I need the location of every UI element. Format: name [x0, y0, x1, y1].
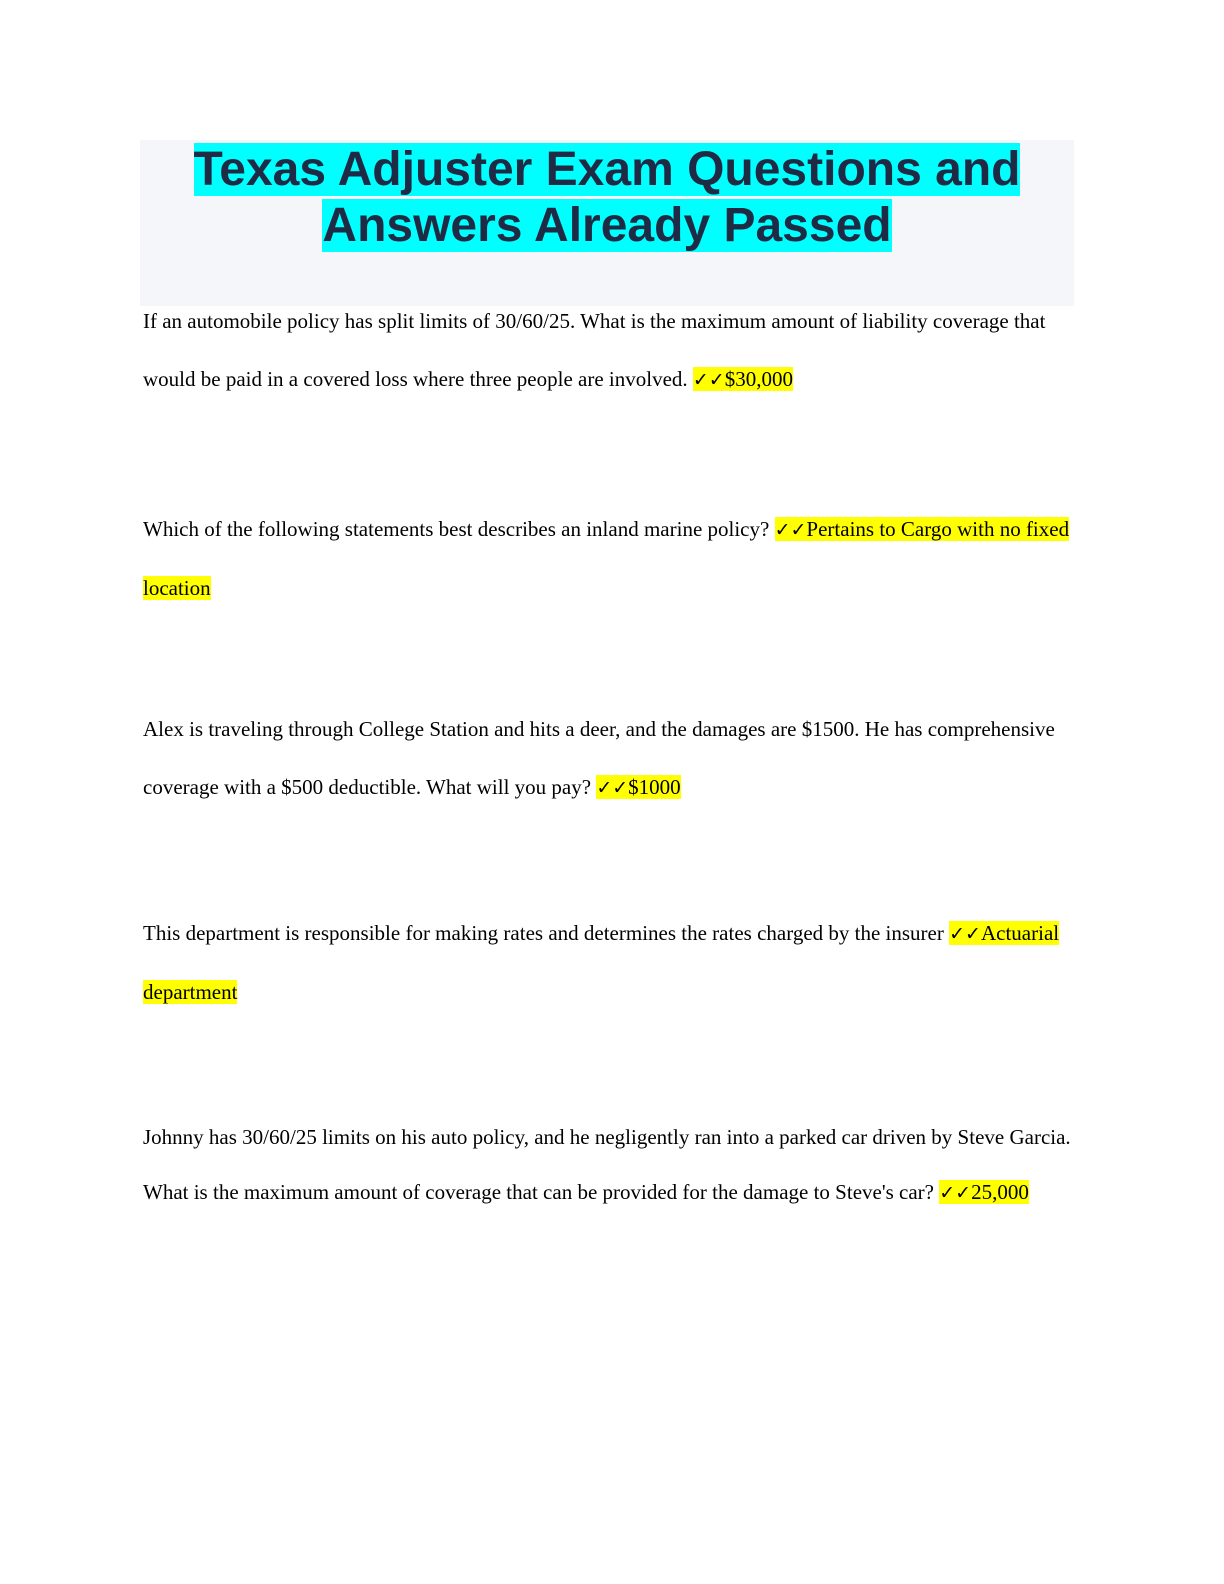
qa-item-4 — [143, 904, 1078, 1021]
question-text: Alex is traveling through College Station and hits a deer, and the damages are $1500. He has comprehensive coverage with a $500 deductible. What will you pay? — [143, 717, 1055, 799]
question-text: Which of the following statements best describes an inland marine policy? — [143, 517, 770, 541]
answer-text: $1000 — [628, 775, 681, 799]
double-check-icon: ✓✓ — [692, 369, 725, 391]
title-line-1: Texas Adjuster Exam Questions and — [193, 143, 1021, 196]
double-check-icon: ✓✓ — [939, 1182, 972, 1204]
question-text: Johnny has 30/60/25 limits on his auto policy, and he negligently ran into a parked car driven by Steve Garcia. What is the maximum amount of coverage that can be provided for the damage to Steve's car? — [143, 1125, 1071, 1204]
document-title — [140, 142, 1074, 254]
question-text: If an automobile policy has split limits of 30/60/25. What is the maximum amount of liability coverage that would be paid in a covered loss where three people are involved. — [143, 309, 1046, 391]
answer-text: $30,000 — [724, 367, 793, 391]
answer-text: Actuarial department — [143, 921, 1060, 1004]
double-check-icon: ✓✓ — [596, 777, 629, 799]
answer-text: Pertains to Cargo with no fixed location — [143, 517, 1070, 600]
double-check-icon: ✓✓ — [949, 923, 981, 945]
qa-item-1 — [143, 292, 1078, 409]
question-text: This department is responsible for making rates and determines the rates charged by the insurer — [143, 921, 944, 945]
answer-highlight — [596, 775, 680, 799]
double-check-icon: ✓✓ — [774, 519, 807, 541]
qa-item-5 — [143, 1110, 1078, 1221]
qa-item-3 — [143, 700, 1078, 817]
answer-highlight — [939, 1180, 1029, 1204]
answer-text: 25,000 — [971, 1180, 1029, 1204]
qa-item-2 — [143, 500, 1078, 617]
title-line-2: Answers Already Passed — [322, 199, 892, 252]
answer-highlight — [693, 367, 793, 391]
